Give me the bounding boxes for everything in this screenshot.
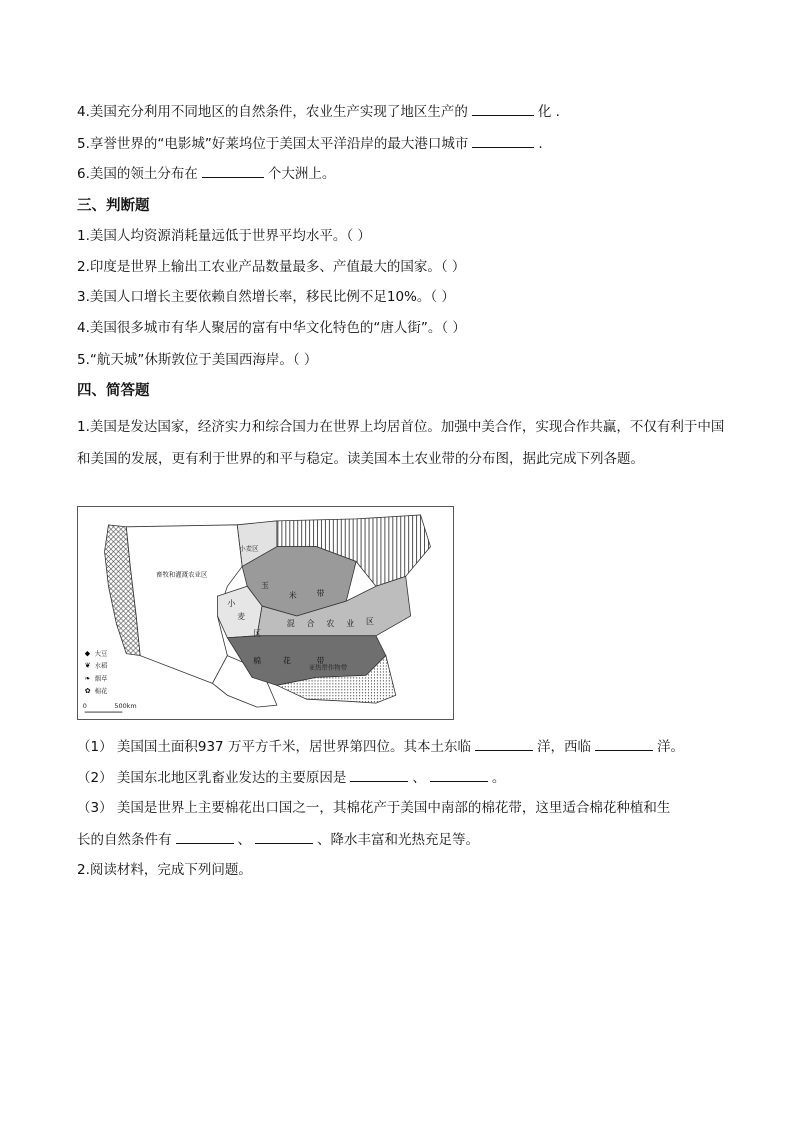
tobacco-icon: ❧: [84, 674, 91, 683]
legend-rice: 水稻: [94, 661, 108, 670]
answer-blank[interactable]: [176, 829, 234, 844]
cotton-icon: ✿: [84, 687, 91, 696]
tf-item: 1.美国人均资源消耗量远低于世界平均水平。（ ）: [77, 228, 371, 244]
label-mixed-2: 合: [306, 618, 315, 628]
question-1-intro: 1.美国是发达国家，经济实力和综合国力在世界上均居首位。加强中美合作，实现合作共赢，不仅有利于中国和美国的发展，更有利于世界的和平与稳定。读美国本土农业带的分布图，据此完成下列各题。: [77, 419, 725, 467]
answer-blank[interactable]: [472, 101, 534, 116]
legend-soybean: 大豆: [94, 649, 108, 658]
sub-question-1-mid: 洋，西临: [536, 739, 591, 755]
answer-blank[interactable]: [430, 767, 488, 782]
answer-blank[interactable]: [202, 163, 264, 178]
label-ranch: 畜牧和灌溉农业区: [156, 570, 208, 579]
label-subtropical: 亚热带作物带: [308, 663, 348, 672]
sub-question-2-text: （2） 美国东北地区乳畜业发达的主要原因是: [77, 770, 347, 786]
soybean-icon: ◆: [84, 649, 91, 658]
sub-question-3-line-2: [77, 829, 479, 850]
sub-question-1-text: （1） 美国国土面积937 万平方千米，居世界第四位。其本土东临: [77, 739, 471, 755]
question-6-text: 6.美国的领土分布在: [77, 166, 198, 182]
sub-question-3-line-1: （3） 美国是世界上主要棉花出口国之一，其棉花产于美国中南部的棉花带，这里适合棉花种植和生: [77, 800, 671, 816]
us-map-svg: [78, 507, 453, 719]
legend-cotton: 棉花: [94, 687, 108, 696]
label-corn-1: 玉: [261, 581, 269, 591]
label-wheat-s-1: 小: [227, 599, 236, 609]
legend-tobacco: 烟草: [94, 674, 108, 683]
sub-question-1: [77, 736, 684, 757]
sub-question-2-sep: 、: [412, 770, 426, 786]
question-6-suffix: 个大洲上。: [267, 166, 336, 182]
question-5-suffix: .: [538, 136, 543, 152]
tf-item: 5.“航天城”休斯敦位于美国西海岸。（ ）: [77, 352, 318, 368]
tf-item: 3.美国人口增长主要依赖自然增长率，移民比例不足10%。（ ）: [77, 289, 455, 305]
question-4: [77, 101, 560, 122]
sub-question-1-end: 洋。: [656, 739, 684, 755]
label-mixed-4: 业: [346, 618, 355, 628]
scale-zero: 0: [82, 702, 87, 711]
sub-question-3-sep: 、: [237, 832, 251, 848]
label-mixed-3: 农: [326, 618, 335, 628]
label-cotton-2: 花: [282, 656, 291, 666]
answer-blank[interactable]: [475, 736, 533, 751]
label-wheat-s-3: 区: [253, 628, 262, 638]
question-4-suffix: 化 .: [537, 104, 560, 120]
label-mixed-1: 混: [286, 618, 295, 628]
tf-item: 4.美国很多城市有华人聚居的富有中华文化特色的“唐人街”。（ ）: [77, 320, 466, 336]
label-cotton-1: 棉: [253, 656, 262, 666]
question-2: 2.阅读材料，完成下列问题。: [77, 862, 252, 878]
sub-question-3-text: 长的自然条件有: [77, 832, 172, 848]
question-4-text: 4.美国充分利用不同地区的自然条件，农业生产实现了地区生产的: [77, 104, 468, 120]
section-title-short-answer: 四、简答题: [77, 383, 150, 399]
map-legend: [83, 649, 137, 712]
label-corn-3: 带: [316, 589, 325, 599]
rice-icon: ❦: [84, 661, 91, 670]
us-agriculture-map: [77, 506, 454, 720]
tf-item: 2.印度是世界上输出工农业产品数量最多、产值最大的国家。（ ）: [77, 259, 466, 275]
label-north-wheat: 小麦区: [239, 544, 259, 553]
answer-blank[interactable]: [350, 767, 408, 782]
label-corn-2: 米: [288, 591, 297, 601]
label-cotton-3: 带: [316, 656, 325, 666]
scale-distance: 500km: [114, 702, 137, 711]
question-5: [77, 133, 543, 154]
sub-question-2-end: 。: [491, 770, 506, 786]
label-mixed-5: 区: [366, 616, 374, 626]
sub-question-3-end: 、降水丰富和光热充足等。: [317, 832, 479, 848]
question-6: [77, 163, 335, 184]
question-5-text: 5.享誉世界的“电影城”好莱坞位于美国太平洋沿岸的最大港口城市: [77, 136, 469, 152]
section-title-true-false: 三、判断题: [77, 198, 150, 214]
answer-blank[interactable]: [595, 736, 653, 751]
sub-question-2: [77, 767, 505, 788]
answer-blank[interactable]: [255, 829, 313, 844]
answer-blank[interactable]: [472, 133, 534, 148]
label-wheat-s-2: 麦: [237, 611, 246, 621]
